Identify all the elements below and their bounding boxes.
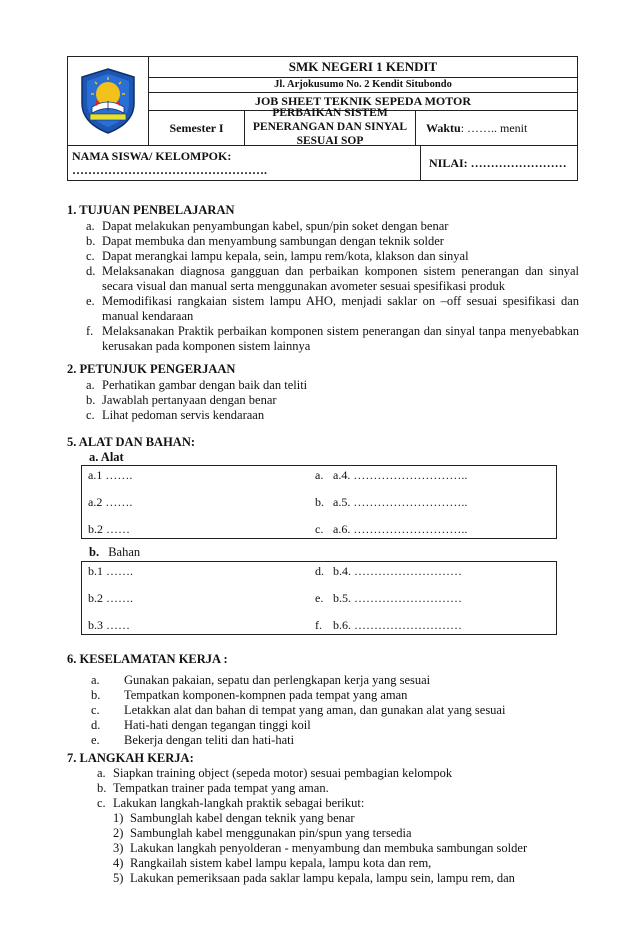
- section-langkah-title: 7. LANGKAH KERJA:: [67, 751, 194, 765]
- header-table: [67, 56, 578, 181]
- school-name: SMK NEGERI 1 KENDIT: [149, 57, 577, 78]
- school-logo-icon: [78, 67, 138, 135]
- alat-table: [81, 465, 557, 539]
- table-row: b.3 …… f. b.6. ………………………: [88, 617, 462, 632]
- list-item: a. Gunakan pakaian, sepatu dan perlengkapan kerja yang sesuai: [91, 673, 431, 687]
- bahan-word: Bahan: [108, 545, 141, 559]
- table-row: b.1 ……. d. b.4. ………………………: [88, 563, 462, 578]
- alat-subtitle: a. Alat: [89, 450, 124, 464]
- nama-siswa-field[interactable]: NAMA SISWA/ KELOMPOK: ………………………………………….: [68, 146, 421, 180]
- step-item: 3) Lakukan langkah penyolderan - menyambung dan membuka sambungan solder: [113, 841, 528, 855]
- list-item: b. Tempatkan komponen-kompnen pada tempat yang aman: [91, 688, 408, 702]
- header-right-cells: [149, 57, 577, 145]
- section-alat-bahan-title: 5. ALAT DAN BAHAN:: [67, 435, 196, 449]
- bahan-letter: b.: [89, 545, 100, 559]
- semester-cell: Semester I: [149, 111, 245, 145]
- list-item: f. Melaksanakan Praktik perbaikan komponen sistem penerangan dan sinyal tanpa menyebabkan kerusakan pada komponen sistem lainnya: [86, 324, 579, 353]
- bahan-subtitle: [67, 545, 579, 560]
- step-item: 2) Sambunglah kabel menggunakan pin/spun yang tersedia: [113, 826, 412, 840]
- list-item: e. Bekerja dengan teliti dan hati-hati: [91, 733, 295, 747]
- topic-cell: PERBAIKAN SISTEM PENERANGAN DAN SINYAL SESUAI SOP: [245, 111, 416, 145]
- list-item: b. Dapat membuka dan menyambung sambungan dengan teknik solder: [86, 234, 444, 248]
- school-logo-cell: [68, 57, 149, 145]
- section-langkah: [67, 751, 579, 886]
- section-tujuan: [67, 203, 579, 354]
- step-item: 5) Lakukan pemeriksaan pada saklar lampu kepala, lampu sein, lampu rem, dan: [113, 871, 515, 885]
- list-item: c. Letakkan alat dan bahan di tempat yang aman, dan gunakan alat yang sesuai: [91, 703, 506, 717]
- list-item: a. Perhatikan gambar dengan baik dan teliti: [86, 378, 308, 392]
- list-item: a. Dapat melakukan penyambungan kabel, spun/pin soket dengan benar: [86, 219, 449, 233]
- school-address: Jl. Arjokusumo No. 2 Kendit Situbondo: [149, 78, 577, 93]
- table-row: b.2 ……. e. b.5. ………………………: [88, 590, 462, 605]
- table-row: a.1 ……. a. a.4. ………………………..: [88, 467, 468, 482]
- section-keselamatan-title: 6. KESELAMATAN KERJA :: [67, 652, 228, 666]
- nilai-field[interactable]: NILAI: ……………………: [429, 155, 567, 170]
- list-item: b. Tempatkan trainer pada tempat yang aman.: [97, 781, 329, 795]
- list-item: d. Hati-hati dengan tegangan tinggi koil: [91, 718, 311, 732]
- step-item: 1) Sambunglah kabel dengan teknik yang benar: [113, 811, 355, 825]
- table-row: b.2 …… c. a.6. ………………………..: [88, 521, 468, 536]
- step-item: 4) Rangkailah sistem kabel lampu kepala, lampu kota dan rem,: [113, 856, 432, 870]
- jobsheet-title: JOB SHEET TEKNIK SEPEDA MOTOR: [149, 93, 577, 111]
- header-info-row: [149, 107, 577, 147]
- table-row: a.2 ……. b. a.5. ………………………..: [88, 494, 468, 509]
- section-petunjuk-title: 2. PETUNJUK PENGERJAAN: [67, 362, 236, 376]
- list-item: e. Memodifikasi rangkaian sistem lampu AHO, menjadi saklar on –off sesuai spesifikasi dan manual kendaraan: [86, 294, 579, 323]
- student-name-row: [68, 146, 577, 180]
- section-tujuan-title: 1. TUJUAN PENBELAJARAN: [67, 203, 235, 217]
- waktu-cell: [416, 111, 577, 145]
- list-item: b. Jawablah pertanyaan dengan benar: [86, 393, 277, 407]
- section-petunjuk: [67, 362, 579, 423]
- waktu-value: : …….. menit: [460, 120, 528, 135]
- list-item: a. Siapkan training object (sepeda motor) sesuai pembagian kelompok: [97, 766, 453, 780]
- bahan-table: [81, 561, 557, 635]
- section-keselamatan: [67, 652, 579, 748]
- waktu-label: Waktu: [426, 120, 461, 135]
- list-item: c. Lakukan langkah-langkah praktik sebagai berikut:: [97, 796, 365, 810]
- header-top-row: [68, 57, 577, 146]
- list-item: d. Melaksanakan diagnosa gangguan dan perbaikan komponen sistem penerangan dan sinyal secara visual dan manual serta menggunakan avometer sesuai spesifikasi produk: [86, 264, 579, 293]
- section-alat-bahan: [67, 435, 579, 465]
- list-item: c. Dapat merangkai lampu kepala, sein, lampu rem/kota, klakson dan sinyal: [86, 249, 469, 263]
- list-item: c. Lihat pedoman servis kendaraan: [86, 408, 265, 422]
